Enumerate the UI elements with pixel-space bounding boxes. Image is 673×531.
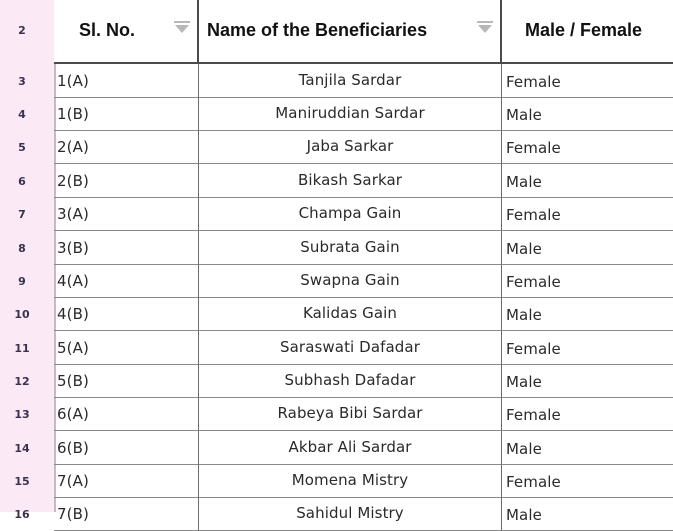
cell-text: 5(B) (57, 372, 89, 390)
table-row (0, 464, 673, 498)
cell-sl-no[interactable] (54, 130, 199, 164)
row-number[interactable]: 10 (14, 308, 30, 321)
filter-dropdown-icon[interactable] (478, 25, 492, 33)
cell-sl-no[interactable] (54, 197, 199, 231)
cell-text: Female (506, 206, 561, 224)
cell-text: Male (506, 173, 542, 191)
cell-text: 6(A) (57, 405, 89, 423)
cell-name[interactable] (199, 297, 502, 331)
row-number[interactable]: 8 (18, 242, 26, 255)
cell-text: 6(B) (57, 439, 89, 457)
cell-text: Female (506, 273, 561, 291)
cell-text: Female (506, 340, 561, 358)
cell-text: Maniruddian Sardar (275, 104, 425, 122)
cell-name[interactable] (199, 464, 502, 498)
cell-text: Akbar Ali Sardar (288, 438, 412, 456)
cell-text: Tanjila Sardar (298, 71, 402, 89)
row-number[interactable]: 5 (18, 141, 26, 154)
table-row (0, 264, 673, 298)
filter-dropdown-icon[interactable] (175, 25, 189, 33)
cell-text: Swapna Gain (300, 271, 400, 289)
cell-text: Saraswati Dafadar (280, 338, 420, 356)
table-row (0, 397, 673, 431)
cell-text: 7(B) (57, 505, 89, 523)
cell-text: Subhash Dafadar (284, 371, 416, 389)
cell-text: 3(A) (57, 205, 89, 223)
cell-text: 3(B) (57, 239, 89, 257)
cell-gender[interactable] (502, 364, 673, 398)
cell-gender[interactable] (502, 197, 673, 231)
row-number[interactable]: 14 (14, 442, 30, 455)
cell-gender[interactable] (502, 497, 673, 531)
cell-text: Female (506, 406, 561, 424)
cell-sl-no[interactable] (54, 431, 199, 465)
table-row (0, 364, 673, 398)
cell-name[interactable] (199, 331, 502, 365)
cell-gender[interactable] (502, 431, 673, 465)
cell-text: 7(A) (57, 472, 89, 490)
cell-sl-no[interactable] (54, 97, 199, 131)
cell-gender[interactable] (502, 231, 673, 265)
table-row (0, 297, 673, 331)
cell-sl-no[interactable] (54, 297, 199, 331)
cell-sl-no[interactable] (54, 231, 199, 265)
cell-text: Sahidul Mistry (296, 504, 404, 522)
cell-name[interactable] (199, 130, 502, 164)
cell-sl-no[interactable] (54, 164, 199, 198)
header-label: Sl. No. (79, 20, 136, 40)
cell-name[interactable] (199, 364, 502, 398)
cell-text: Female (506, 473, 561, 491)
row-number[interactable]: 12 (14, 375, 30, 388)
header-cell-sl-no[interactable] (54, 0, 199, 64)
cell-gender[interactable] (502, 64, 673, 98)
header-row (0, 0, 673, 64)
table-row (0, 64, 673, 98)
header-cell-name[interactable] (199, 0, 502, 64)
cell-gender[interactable] (502, 464, 673, 498)
cell-text: Female (506, 139, 561, 157)
header-cell-gender[interactable] (502, 0, 673, 64)
cell-name[interactable] (199, 64, 502, 98)
cell-name[interactable] (199, 164, 502, 198)
cell-gender[interactable] (502, 297, 673, 331)
cell-gender[interactable] (502, 331, 673, 365)
cell-name[interactable] (199, 264, 502, 298)
cell-text: Momena Mistry (291, 471, 409, 489)
cell-gender[interactable] (502, 130, 673, 164)
cell-text: Male (506, 240, 542, 258)
cell-text: Male (506, 373, 542, 391)
row-number[interactable]: 16 (14, 508, 30, 521)
cell-sl-no[interactable] (54, 64, 199, 98)
cell-sl-no[interactable] (54, 364, 199, 398)
table-row (0, 197, 673, 231)
row-number[interactable]: 3 (18, 75, 26, 88)
row-number[interactable]: 13 (14, 408, 30, 421)
cell-text: Champa Gain (298, 204, 402, 222)
cell-text: 2(B) (57, 172, 89, 190)
cell-text: 4(A) (57, 272, 89, 290)
header-label: Male / Female (525, 20, 643, 40)
cell-text: Female (506, 73, 561, 91)
cell-gender[interactable] (502, 97, 673, 131)
cell-sl-no[interactable] (54, 497, 199, 531)
cell-text: 2(A) (57, 138, 89, 156)
cell-name[interactable] (199, 497, 502, 531)
table-row (0, 331, 673, 365)
cell-text: Rabeya Bibi Sardar (277, 404, 423, 422)
cell-sl-no[interactable] (54, 264, 199, 298)
row-number[interactable]: 11 (14, 342, 30, 355)
cell-text: Bikash Sarkar (297, 171, 403, 189)
table-row (0, 431, 673, 465)
row-number[interactable]: 9 (18, 275, 26, 288)
cell-text: Male (506, 306, 542, 324)
cell-name[interactable] (199, 231, 502, 265)
cell-name[interactable] (199, 197, 502, 231)
row-number[interactable]: 6 (18, 175, 26, 188)
table-row (0, 97, 673, 131)
table-row (0, 164, 673, 198)
cell-name[interactable] (199, 97, 502, 131)
cell-sl-no[interactable] (54, 397, 199, 431)
table-row (0, 497, 673, 531)
table-row (0, 231, 673, 265)
row-number[interactable]: 2 (18, 24, 26, 37)
cell-text: 1(A) (57, 72, 89, 90)
row-number[interactable]: 4 (18, 108, 26, 121)
cell-name[interactable] (199, 431, 502, 465)
cell-text: 4(B) (57, 305, 89, 323)
cell-text: Male (506, 440, 542, 458)
cell-sl-no[interactable] (54, 331, 199, 365)
cell-text: Male (506, 506, 542, 524)
cell-gender[interactable] (502, 264, 673, 298)
cell-gender[interactable] (502, 164, 673, 198)
header-label: Name of the Beneficiaries (207, 20, 428, 40)
cell-text: Kalidas Gain (302, 304, 398, 322)
cell-text: 1(B) (57, 105, 89, 123)
cell-gender[interactable] (502, 397, 673, 431)
cell-text: Jaba Sarkar (306, 137, 394, 155)
cell-sl-no[interactable] (54, 464, 199, 498)
cell-text: 5(A) (57, 339, 89, 357)
cell-text: Subrata Gain (300, 238, 400, 256)
table-row (0, 130, 673, 164)
cell-text: Male (506, 106, 542, 124)
row-number[interactable]: 7 (18, 208, 26, 221)
cell-name[interactable] (199, 397, 502, 431)
row-number[interactable]: 15 (14, 475, 30, 488)
